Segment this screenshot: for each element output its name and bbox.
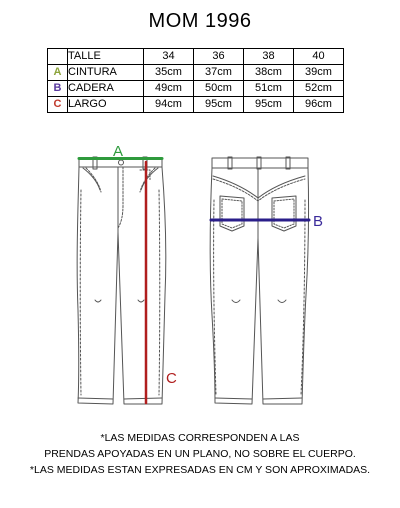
row-label: CADERA — [68, 81, 144, 97]
row-label: CINTURA — [68, 65, 144, 81]
marker-b: B — [313, 213, 324, 230]
header-size: 34 — [144, 49, 194, 65]
table-cell: 49cm — [144, 81, 194, 97]
header-label: TALLE — [68, 49, 144, 65]
table-cell: 38cm — [244, 65, 294, 81]
table-cell: 95cm — [194, 97, 244, 113]
table-cell: 94cm — [144, 97, 194, 113]
table-cell: 96cm — [294, 97, 344, 113]
page-title: MOM 1996 — [148, 10, 252, 32]
measurement-notes — [0, 430, 400, 478]
note-line: *LAS MEDIDAS ESTAN EXPRESADAS EN CM Y SON APROXIMADAS. — [29, 464, 371, 476]
header-size: 36 — [194, 49, 244, 65]
row-letter: A — [48, 65, 68, 81]
table-cell: 95cm — [244, 97, 294, 113]
header-size: 38 — [244, 49, 294, 65]
row-label: LARGO — [68, 97, 144, 113]
table-cell: 35cm — [144, 65, 194, 81]
back-jeans-drawing — [210, 157, 308, 404]
table-cell: 37cm — [194, 65, 244, 81]
table-cell: 39cm — [294, 65, 344, 81]
marker-c: C — [166, 370, 177, 387]
row-letter: B — [48, 81, 68, 97]
note-line: *LAS MEDIDAS CORRESPONDEN A LAS — [100, 432, 300, 444]
table-cell: 52cm — [294, 81, 344, 97]
marker-a: A — [113, 143, 124, 160]
row-letter: C — [48, 97, 68, 113]
note-line: PRENDAS APOYADAS EN UN PLANO, NO SOBRE EL CUERPO. — [44, 448, 356, 460]
table-cell: 51cm — [244, 81, 294, 97]
header-size: 40 — [294, 49, 344, 65]
table-cell: 50cm — [194, 81, 244, 97]
front-jeans-drawing — [77, 157, 166, 404]
